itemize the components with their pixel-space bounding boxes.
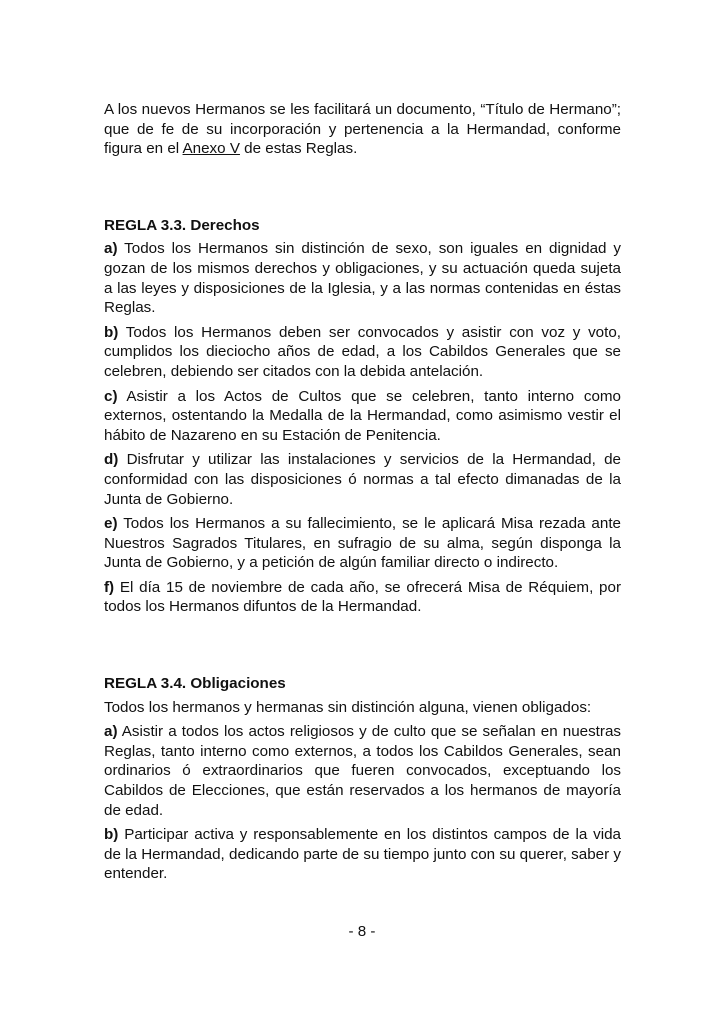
item-text: Todos los Hermanos deben ser convocados y asistir con voz y voto, cumplidos los dieciocho años de edad, a los Cabildos Generales que se celebren, debiendo ser citados con la debida antelación. [104,323,621,380]
item-text: Asistir a los Actos de Cultos que se celebren, tanto interno como externos, ostentando la Medalla de la Hermandad, como asimismo vestir el hábito de Nazareno en su Estación de Penitencia. [104,387,621,444]
rule-3-4-lead: Todos los hermanos y hermanas sin distinción alguna, vienen obligados: [104,698,592,716]
rule-3-3-item-b [104,323,621,382]
rule-3-3-item-e [104,514,621,573]
item-letter: b) [104,323,119,341]
rule-3-3-item-f [104,578,621,617]
annex-v-link[interactable]: Anexo V [182,140,240,158]
item-letter: e) [104,515,118,533]
intro-text-after: de estas Reglas. [239,140,358,158]
intro-text-before: A los nuevos Hermanos se les facilitará un documento, “Título de Hermano”; que de fe de su incorporación y pertenencia a la Hermandad, conforme figura en el [104,101,621,158]
rule-3-4-heading: REGLA 3.4. Obligaciones [104,675,286,693]
item-text: Participar activa y responsablemente en los distintos campos de la vida de la Hermandad, dedicando parte de su tiempo junto con su querer, saber y entender. [104,826,621,883]
page-number: - 8 - [348,923,376,940]
rule-3-3-item-d [104,450,621,509]
item-letter: d) [104,451,119,469]
item-letter: a) [104,723,118,741]
intro-paragraph [104,100,621,159]
rule-3-4-item-a [104,722,621,820]
item-letter: f) [104,578,115,596]
rule-3-3-item-c [104,387,621,446]
item-letter: b) [104,826,119,844]
item-letter: a) [104,240,118,258]
rule-3-4-item-b [104,825,621,884]
item-letter: c) [104,387,118,405]
document-page [104,100,621,889]
rule-3-3-item-a [104,239,621,317]
item-text: El día 15 de noviembre de cada año, se ofrecerá Misa de Réquiem, por todos los Hermanos difuntos de la Hermandad. [104,578,621,616]
rule-3-3-heading: REGLA 3.3. Derechos [104,216,260,234]
item-text: Asistir a todos los actos religiosos y de culto que se señalan en nuestras Reglas, tanto interno como externos, a todos los Cabildos Generales, sean ordinarios ó extraordinarios que fueren convocados, exceptuando los Cabildos de Elecciones, que están reservados a los hermanos de mayoría de edad. [104,723,621,819]
item-text: Todos los Hermanos a su fallecimiento, se le aplicará Misa rezada ante Nuestros Sagrados Titulares, en sufragio de su alma, según disponga la Junta de Gobierno, y a petición de algún familiar directo o indirecto. [104,515,621,572]
item-text: Disfrutar y utilizar las instalaciones y servicios de la Hermandad, de conformidad con las disposiciones ó normas a tal efecto dimanadas de la Junta de Gobierno. [104,451,621,508]
item-text: Todos los Hermanos sin distinción de sexo, son iguales en dignidad y gozan de los mismos derechos y obligaciones, y su actuación queda sujeta a las leyes y disposiciones de la Iglesia, y a las normas contenidas en éstas Reglas. [104,240,621,317]
